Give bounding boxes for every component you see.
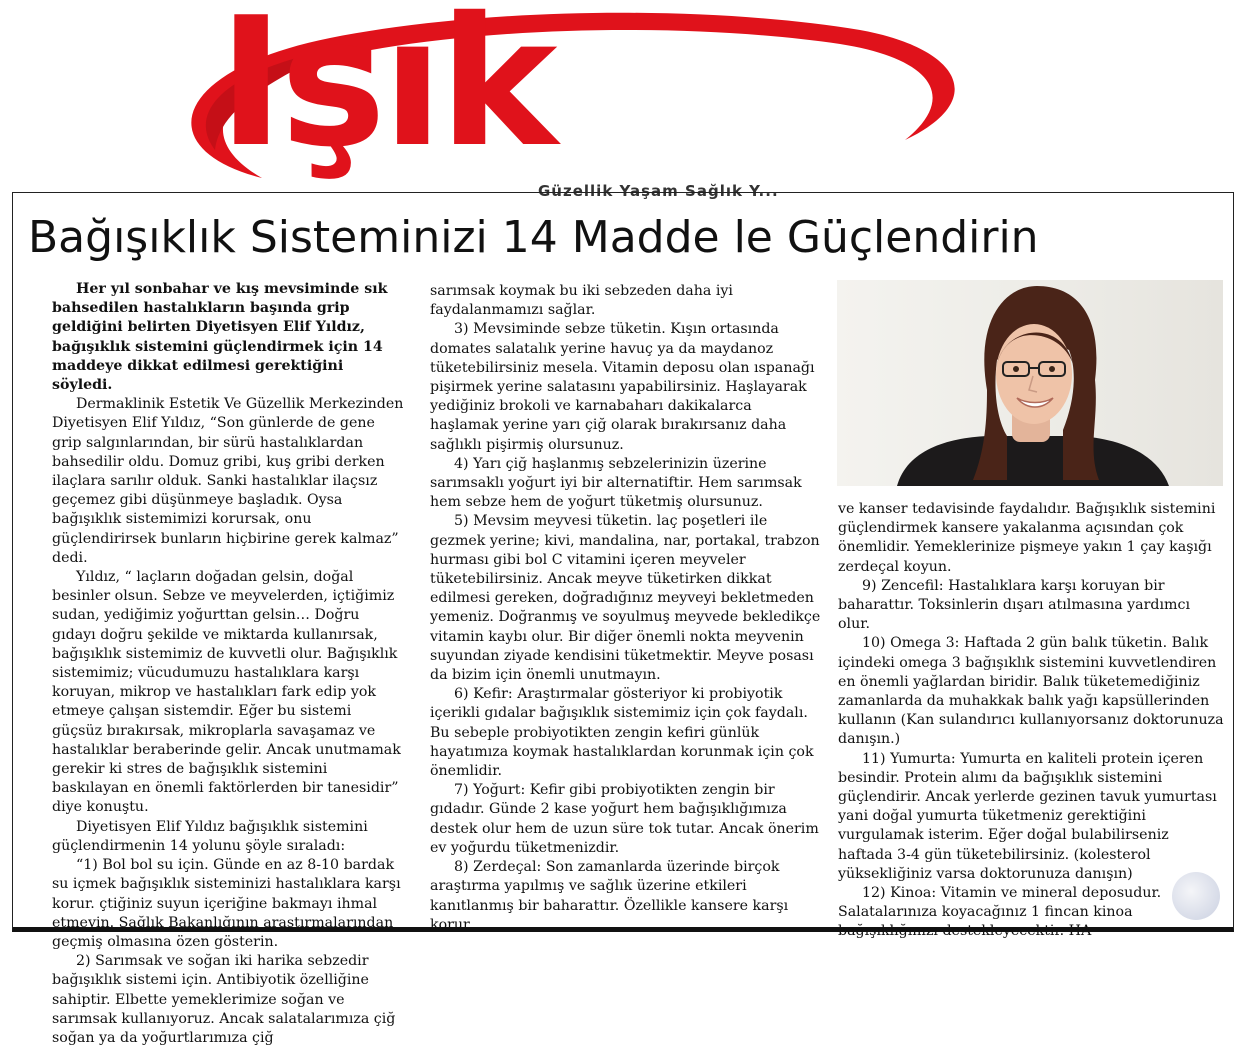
article-paragraph: Yıldız, “ laçların doğadan gelsin, doğal besinler olsun. Sebze ve meyvelerden, içtiğimiz sudan, yediğimiz yoğurttan gelsin… Doğru gıdayı doğru şekilde ve miktarda kullanırsak, bağışıklık sistemimiz de kuvvetli olur. Bağışıklık sistemimiz; vücudumuzu hastalıklara karşı koruyan, mikrop ve hastalıkları fark edip yok etmeye çalışan sistemdir. Eğer bu sistemi güçsüz bırakırsak, mikroplarla savaşamaz ve hastalıklar beraberinde gelir. Ancak unutmamak gerekir ki stres de bağışıklık sistemini baskılayan en önemli faktörlerden bir tanesidir” diye konuştu. xyxy=(52,569,401,816)
article-paragraph: 9) Zencefil: Hastalıklara karşı koruyan bir baharattır. Toksinlerin dışarı atılmasına yardımcı olur. xyxy=(838,577,1190,633)
article-paragraph: sarımsak koymak bu iki sebzeden daha iyi faydalanmamızı sağlar. xyxy=(430,283,733,319)
article-paragraph: Dermaklinik Estetik Ve Güzellik Merkezinden Diyetisyen Elif Yıldız, “Son günlerde de gene grip salgınlarından, bir sürü hastalıklardan bahsedilir oldu. Domuz gribi, kuş gribi derken ilaçlara sarılır olduk. Sanki hastalıklar ilaçsız geçemez gibi düşünmeye başladık. Oysa bağışıklık sistemimizi korursak, onu güçlendirirsek bunların hiçbirine gerek kalmaz” dedi. xyxy=(52,396,404,566)
article-column-3 xyxy=(838,500,1224,942)
article-paragraph: 2) Sarımsak ve soğan iki harika sebzedir bağışıklık sistemi için. Antibiyotik özelliğine sahiptir. Elbette yemeklerimize soğan ve sarımsak kullanıyoruz. Ancak salatalarımıza çiğ soğan ya da yoğurtlarımıza çiğ xyxy=(52,953,396,1046)
article-paragraph: 11) Yumurta: Yumurta en kaliteli protein içeren besindir. Protein alımı da bağışıklık sistemini güçlendirir. Ancak yerlerde gezinen tavuk yumurtası yani doğal yumurta tüketmeniz gerektiğini vurgulamak isterim. Eğer doğal bulabilirseniz haftada 3-4 gün tüketebilirsiniz. (kolesterol yüksekliğiniz varsa doktorunuza danışın) xyxy=(838,750,1217,882)
globe-watermark-icon xyxy=(1172,872,1220,920)
article-paragraph: 7) Yoğurt: Kefir gibi probiyotikten zengin bir gıdadır. Günde 2 kase yoğurt hem bağışıklığımıza destek olur hem de uzun süre tok tutar. Ancak önerim ev yoğurdu tüketmenizdir. xyxy=(430,782,819,856)
article-paragraph: 6) Kefir: Araştırmalar gösteriyor ki probiyotik içerikli gıdalar bağışıklık sistemimiz için çok faydalı. Bu sebeple probiyotikten zengin kefiri günlük hayatımıza koymak hastalıklardan korunmak için çok önemlidir. xyxy=(430,686,814,780)
logo-wordmark: Işık xyxy=(218,0,554,186)
masthead xyxy=(0,0,1248,200)
article-headline: Bağışıklık Sisteminizi 14 Madde le Güçlendirin xyxy=(28,212,1039,263)
portrait-photo xyxy=(837,280,1223,486)
article-paragraph: 5) Mevsim meyvesi tüketin. laç poşetleri ile gezmek yerine; kivi, mandalina, nar, portakal, trabzon hurması gibi bol C vitamini içeren meyveler tüketebilirsiniz. Ancak meyve tüketirken dikkat edilmesi gereken, doğradığınız meyveyi bekletmeden yemeniz. Doğranmış ve soyulmuş meyvede bekledikçe vitamin kaybı olur. Bir diğer önemli nokta meyvenin suyundan ziyade kendisini tüketmektir. Meyve posası da bizim için önemli unutmayın. xyxy=(430,513,821,684)
article-lead-paragraph: Her yıl sonbahar ve kış mevsiminde sık bahsedilen hastalıkların başında grip geldiğini belirten Diyetisyen Elif Yıldız, bağışıklık sistemini güçlendirmek için 14 maddeye dikkat edilmesi gerektiğini söyledi. xyxy=(52,281,388,394)
logo-tagline: Güzellik Yaşam Sağlık Y... xyxy=(538,182,779,200)
article-paragraph: Diyetisyen Elif Yıldız bağışıklık sistemini güçlendirmenin 14 yolunu şöyle sıraladı: xyxy=(52,818,368,854)
article-column-2 xyxy=(430,282,822,935)
article-paragraph: “1) Bol bol su için. Günde en az 8-10 bardak su içmek bağışıklık sisteminizi hastalıklara karşı korur. çtiğiniz suyun içeriğine bakmayı ihmal etmeyin. Sağlık Bakanlığının araştırmalarından geçmiş olmasına özen gösterin. xyxy=(52,857,401,950)
article-paragraph: ve kanser tedavisinde faydalıdır. Bağışıklık sistemini güçlendirmek kansere yakalanma açısından çok önemlidir. Yemeklerinize pişmeye yakın 1 çay kaşığı zerdeçal koyun. xyxy=(838,501,1216,575)
article-paragraph: 4) Yarı çiğ haşlanmış sebzelerinizin üzerine sarımsaklı yoğurt iyi bir alternatiftir. Hem sarımsak hem sebze hem de yoğurt tüketmiş olursunuz. xyxy=(430,455,802,511)
article-paragraph: 10) Omega 3: Haftada 2 gün balık tüketin. Balık içindeki omega 3 bağışıklık sistemini kuvvetlendiren en önemli yağlardan biridir. Balık tüketemediğiniz zamanlarda da muhakkak balık yağı kapsüllerinden kullanın (Kan sulandırıcı kullanıyorsanız doktorunuza danışın.) xyxy=(838,635,1224,748)
article-paragraph: 12) Kinoa: Vitamin ve mineral deposudur. Salatalarınıza koyacağınız 1 fincan kinoa bağışıklığınızı destekleyecektir. HA xyxy=(838,885,1162,940)
article-paragraph: 8) Zerdeçal: Son zamanlarda üzerinde birçok araştırma yapılmış ve sağlık üzerine etkileri kanıtlanmış bir baharattır. Özellikle kansere karşı korur xyxy=(430,859,789,933)
article-column-1 xyxy=(52,280,404,1048)
portrait-illustration xyxy=(837,280,1223,486)
logo-swoosh xyxy=(0,0,1248,200)
article-paragraph: 3) Mevsiminde sebze tüketin. Kışın ortasında domates salatalık yerine havuç ya da maydanoz tüketebilirsiniz mesela. Vitamin deposu olan ıspanağı pişirmek yerine salatasını yapabilirsiniz. Haşlayarak yediğiniz brokoli ve karnabaharı dakikalarca haşlamak yerine yarı çiğ olarak bırakırsanız daha sağlıklı pişirmiş olursunuz. xyxy=(430,321,815,453)
